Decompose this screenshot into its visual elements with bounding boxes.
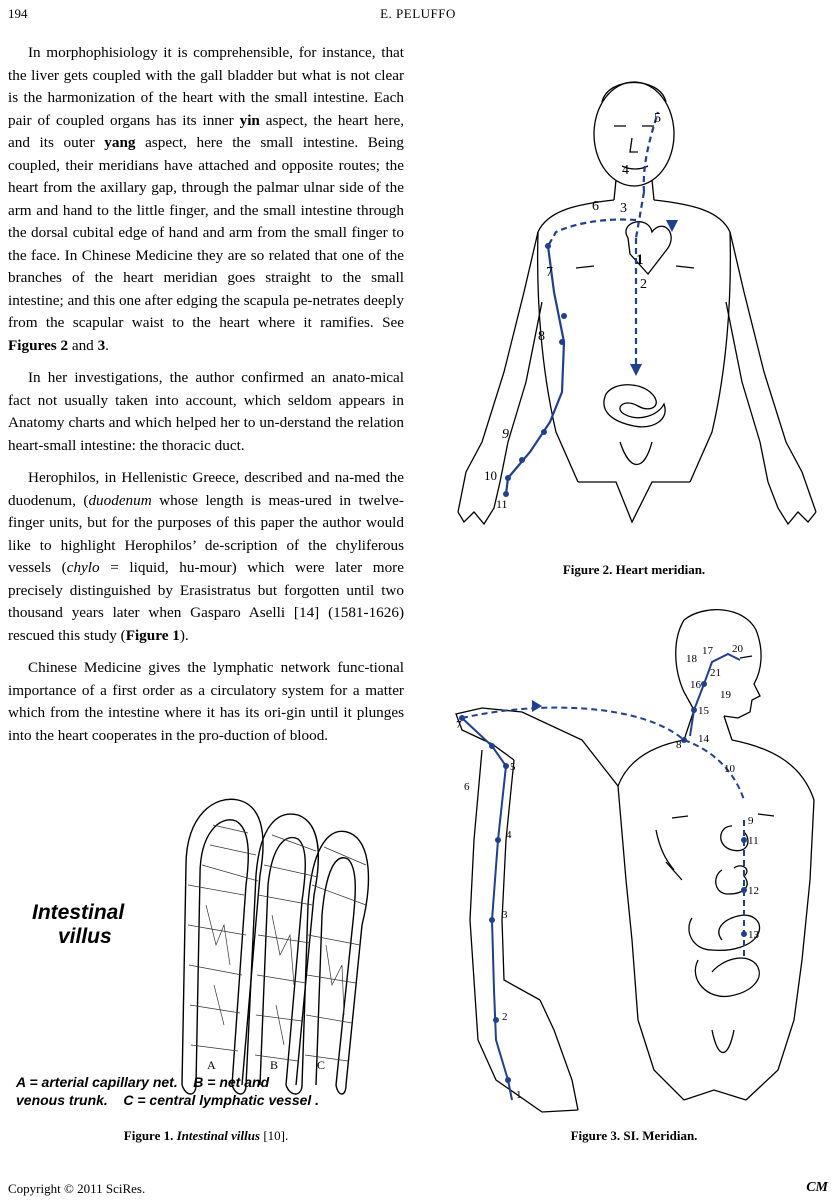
figure-2-point-1: 1 [636, 252, 644, 268]
text-run: = liquid, hu-mour) which were later more precisely distinguished by Erasistratus but forgotten until two thousand years later when Gasparo Aselli [14] (1581-1626) rescued this study ( [8, 559, 404, 644]
figure-3-point-1: 1 [516, 1089, 522, 1101]
figure-2-point-3: 3 [620, 201, 627, 216]
text-run: . [105, 336, 109, 354]
figure-3-point-19: 19 [720, 689, 731, 701]
figure-2-caption: Figure 2. Heart meridian. [562, 562, 706, 577]
figure-3-point-11: 11 [748, 835, 759, 847]
text-run: In morphophisiology it is comprehensible, for instance, that the liver gets coupled with the gall bladder but what is not clear is the harmonization of the heart with the small intestine. Each pair of coupled organs has its inner [8, 44, 404, 129]
term-duodenum: duodenum [88, 491, 152, 509]
figure-3-si-meridian-image [422, 600, 830, 1120]
figure-3-point-3: 3 [502, 909, 508, 921]
caption-label: Figure 1. [123, 1128, 177, 1143]
term-yang: yang [104, 134, 136, 151]
running-title: E. PELUFFO [380, 6, 456, 21]
figure-3-point-12: 12 [748, 885, 759, 897]
figure-2-point-4: 4 [622, 163, 629, 178]
copyright-notice: Copyright © 2011 SciRes. [8, 1181, 146, 1196]
caption-title: Intestinal villus [176, 1128, 261, 1143]
term-yin: yin [239, 111, 260, 129]
paragraph-1 [8, 42, 404, 357]
figure-3-point-7: 7 [456, 719, 462, 731]
paragraph-3 [8, 467, 404, 647]
figure-1-letter-a: A [207, 1058, 216, 1072]
figure-1-letter-c: C [317, 1058, 326, 1072]
figure-1-legend-line-1: A = arterial capillary net. B = net and [16, 1074, 270, 1090]
term-chylo: chylo [66, 559, 100, 576]
text-run: and [68, 336, 98, 354]
caption-reference: [10]. [260, 1128, 289, 1143]
figure-1-legend-line-2: venous trunk. C = central lymphatic vessel . [16, 1092, 320, 1108]
figure-3-point-2: 2 [502, 1011, 508, 1023]
figure-2-point-5: 5 [654, 111, 661, 126]
body-text-column [8, 42, 404, 747]
figure-3-point-17: 17 [702, 645, 713, 657]
figure-2-point-7: 7 [546, 265, 553, 280]
figure-1-intestinal-villus-image [10, 785, 394, 1120]
figure-3-point-10: 10 [724, 763, 735, 775]
figure-1-title-line-1: Intestinal [32, 901, 125, 924]
text-run: whose length is meas-ured in twelve-finger units, but for the purposes of this paper the author would like to highlight Herophilos’ de-scription of the chyliferous vessels ( [8, 491, 404, 576]
figure-2-point-11: 11 [496, 497, 508, 511]
figure-3-point-18: 18 [686, 653, 697, 665]
figure-3-caption: Figure 3. SI. Meridian. [570, 1128, 698, 1143]
figure-1-title-line-2: villus [58, 925, 112, 948]
figure-ref-3[interactable]: 3 [97, 336, 106, 354]
text-run: aspect, here the small intestine. Being coupled, their meridians have attached and opposite routes; the heart from the axillary gap, through the palmar ulnar side of the arm and hand to the little finger, and the small intestine through the dorsal cubital edge of hand and arm from the small finger to the face. In Chinese Medicine they are so related that one of the branches of the heart meridian goes straight to the small intestine; and this one after edging the scapula pe-netrates deeply from the scapular waist to the heart where it ramifies. See [8, 134, 405, 331]
figure-ref-1[interactable]: Figure 1 [125, 626, 180, 644]
paragraph-2: In her investigations, the author confirmed an anato-mical fact not usually taken into account, which seldom appears in Anatomy charts and which helped her to un-derstand the relation heart-small intestine: the thoracic duct. [8, 369, 404, 454]
paragraph-4: Chinese Medicine gives the lymphatic network func-tional importance of a first order as a circulatory system for a matter which from the intestine where it has its ori-gin until it plunges into the heart cooperates in the pro-duction of blood. [8, 659, 404, 744]
figure-3-point-15: 15 [698, 705, 709, 717]
figure-2-point-10: 10 [484, 468, 497, 483]
page-number: 194 [8, 6, 28, 21]
figure-3-point-14: 14 [698, 733, 709, 745]
figure-2-heart-meridian-image [438, 42, 830, 550]
figure-2-point-2: 2 [640, 277, 647, 292]
figure-ref-2[interactable]: Figures 2 [8, 336, 69, 354]
figure-2-point-8: 8 [538, 329, 545, 344]
figure-3-point-9: 9 [748, 815, 754, 827]
figure-1-letter-b: B [270, 1058, 279, 1072]
text-run: ). [179, 626, 189, 644]
figure-1-caption [8, 1128, 404, 1144]
figure-3-point-20: 20 [732, 643, 743, 655]
figure-3-point-16: 16 [690, 679, 701, 691]
figure-3-point-4: 4 [506, 829, 512, 841]
figure-3-point-5: 5 [510, 761, 516, 773]
figure-3-point-6: 6 [464, 781, 470, 793]
text-run: aspect, the heart here, and its outer [8, 111, 404, 151]
figure-3-point-8: 8 [676, 739, 682, 751]
journal-abbreviation: CM [806, 1180, 828, 1195]
figure-3-point-21: 21 [710, 667, 721, 679]
figure-3-point-13: 13 [748, 929, 759, 941]
text-run: Herophilos, in Hellenistic Greece, described and na-med the duodenum, ( [8, 469, 404, 509]
figure-2-point-9: 9 [502, 427, 509, 442]
figure-2-point-6: 6 [592, 199, 599, 214]
